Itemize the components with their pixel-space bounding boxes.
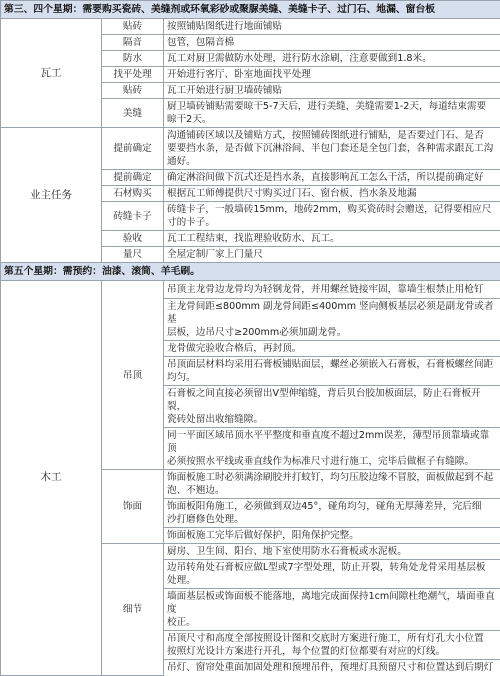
description-line: 龙骨做完验收合格后，再封顶。 [167,343,301,354]
description-line: 厨卫墙砖铺贴需要晾干5-7天后，进行美缝，美缝需要1-2天，每道结束需要 [167,101,486,112]
item-description [164,544,500,560]
item-description [164,19,500,35]
description-line: 包管，包隔音棉 [167,37,234,48]
description-line: 均匀。 [167,372,196,383]
description-line: 沙打磨修色处理。 [167,514,244,525]
item-description [164,186,500,202]
item-description [164,660,500,676]
item-description [164,281,500,299]
description-line: 通好。 [167,156,196,167]
table-row [1,128,500,170]
description-line: 校正。 [167,617,196,628]
description-line: 要要挡水条，是否做下沉淋浴间、半包门套还是全包门套，各种需求跟瓦工沟 [167,143,493,154]
description-line: 厨房、卫生间、阳台、地下室使用防水石膏板或水泥板。 [167,546,407,557]
item-description [164,231,500,247]
description-line: 边吊转角处石膏板应做L型或7字型处理，防止开裂，转角处龙骨采用基层板 [167,562,485,573]
item-label: 吊顶 [102,281,164,470]
item-label: 提前确定 [102,128,164,170]
description-line: 石膏板之间直接必须留出V型伸缩缝，背后贝台胶加板面层，防止石膏板开裂， [167,388,481,412]
item-description [164,202,500,231]
item-label: 验收 [102,231,164,247]
description-line: 饰面板施工时必须满涂刷胶并打蚊钉，均匀压胶边缘不冒胶，面板做起到不起 [167,472,493,483]
item-description [164,357,500,386]
item-description [164,83,500,99]
item-label: 饰面 [102,470,164,544]
item-description [164,386,500,428]
description-line: 吊灯、窗帘处重面加固处理和预埋吊件，预埋灯具预留尺寸和位置达到后期灯 [167,662,493,673]
item-label: 找平处理 [102,67,164,83]
item-description [164,99,500,128]
table-row [1,19,500,35]
item-description [164,428,500,470]
item-label: 细节 [102,544,164,676]
item-label: 提前确定 [102,170,164,186]
item-description [164,499,500,528]
section-title: 第三、四个星期：需要购买瓷砖、美缝剂或环氧彩砂或聚脲美缝、美缝卡子、过门石、地漏、窗台板 [1,1,500,19]
description-line: 砖缝卡子，一般墙砖15mm，地砖2mm，购买瓷砖时会赠送，记得要相应尺 [167,204,491,215]
description-line: 吊顶面层材料均采用石膏板铺贴面层，螺丝必须嵌入石膏板，石膏板螺丝间距 [167,359,493,370]
section-title: 第五个星期：需预约：油漆、滚筒、羊毛刷。 [1,263,500,281]
item-description [164,528,500,544]
description-line: 瓦工工程结束，找监理验收防水、瓦工。 [167,233,340,244]
item-description [164,560,500,589]
item-description [164,631,500,660]
item-label: 石材购买 [102,186,164,202]
description-line: 必须按照水平线或垂直线作为标准尺寸进行施工，完毕后做框子有缝隙。 [167,456,474,467]
item-label: 贴砖 [102,19,164,35]
description-line: 层板，边吊尺寸≥200mm必须加副龙骨。 [167,327,346,338]
group-name: 木工 [1,281,102,676]
description-line: 吊顶尺寸和高度全部按照设计图和交底时方案进行施工，所有灯孔大小位置 [167,633,484,644]
description-line: 晾干2天。 [167,114,211,125]
description-line: 按照铺贴图纸进行地面铺贴 [167,21,282,32]
item-label: 砖缝卡子 [102,202,164,231]
description-line: 确定淋浴间做下沉式还是挡水条，直接影响瓦工怎么干活，所以提前确定好 [167,172,484,183]
description-line: 根据瓦工师傅提供尺寸购买过门石、窗台板、挡水条及地漏 [167,188,416,199]
group-name: 瓦工 [1,19,102,128]
description-line: 吊顶主龙骨边龙骨均为轻钢龙骨，并用螺丝链接牢固，靠墙生根禁止用枪钉 [167,284,484,295]
item-description [164,128,500,170]
description-line: 瓷砖处留出收缩缝隙。 [167,414,263,425]
item-label: 美缝 [102,99,164,128]
description-line: 开始进行客厅、卧室地面找平处理 [167,69,311,80]
item-description [164,247,500,263]
item-label: 贴砖 [102,83,164,99]
section-header-row [1,1,500,19]
description-line: 处理。 [167,575,196,586]
group-name: 业主任务 [1,128,102,263]
item-description [164,67,500,83]
description-line: 饰面板施工完毕后做好保护，阳角保护完整。 [167,530,359,541]
item-label: 防水 [102,51,164,67]
description-line: 按照灯光设计方案进行开孔，每个位置的灯位都要有对应的灯线。 [167,646,445,657]
item-label: 隔音 [102,35,164,51]
item-description [164,51,500,67]
description-line: 寸的卡子。 [167,217,215,228]
item-description [164,170,500,186]
item-description [164,341,500,357]
description-line: 墙面基层板或饰面板不能落地，离地完成面保持1cm间隙杜绝潮气，墙面垂直度 [167,591,495,615]
description-line: 泡、不翘边。 [167,485,225,496]
table-row [1,281,500,299]
item-description [164,35,500,51]
item-description [164,589,500,631]
item-label: 量尺 [102,247,164,263]
description-line: 瓦工开始进行厨卫墙砖铺贴 [167,85,282,96]
description-line: 全屋定制厂家上门量尺 [167,249,263,260]
description-line: 主龙骨间距≤800mm 副龙骨间距≤400mm 竖向侧板基层必须是副龙骨或者基 [167,301,493,325]
description-line: 饰面板阳角施工，必须做到双边45°，碰角均匀，碰角无厚薄差异，完后细 [167,501,481,512]
description-line: 同一平面区域吊顶水平平整度和垂直度不超过2mm误差，薄型吊顶靠墙或靠顶 [167,430,489,454]
section-header-row [1,263,500,281]
description-line: 沟通铺砖区域以及铺贴方式，按照铺砖图纸进行铺贴，是否要过门石、是否 [167,130,484,141]
item-description [164,470,500,499]
description-line: 瓦工对厨卫需做防水处理，进行防水涂刷，注意要做到1.8米。 [167,53,432,64]
item-description [164,299,500,341]
